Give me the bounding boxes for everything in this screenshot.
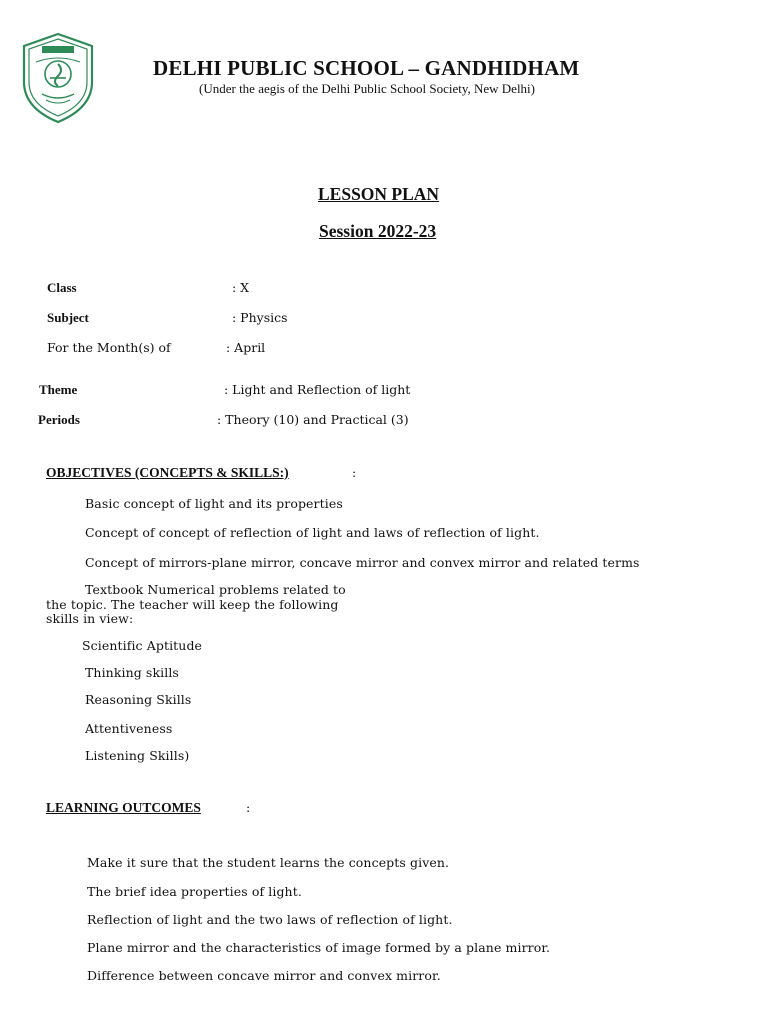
- school-logo: [20, 32, 96, 124]
- subject-value: : Physics: [232, 310, 288, 325]
- skill-item: Thinking skills: [85, 665, 179, 680]
- outcomes-colon: :: [246, 800, 251, 815]
- month-value: : April: [226, 340, 266, 355]
- dps-crest-icon: [20, 32, 96, 124]
- periods-label: Periods: [38, 412, 80, 427]
- class-label: Class: [47, 280, 77, 295]
- session-title: Session 2022-23: [319, 221, 437, 241]
- objective-para-line: Textbook Numerical problems related to: [85, 582, 346, 597]
- objective-item: Concept of mirrors-plane mirror, concave mirror and convex mirror and related terms: [85, 555, 640, 570]
- outcome-item: Make it sure that the student learns the concepts given.: [87, 855, 450, 870]
- objective-para-line: the topic. The teacher will keep the following: [46, 597, 339, 612]
- theme-value: : Light and Reflection of light: [224, 382, 411, 397]
- skill-item: Scientific Aptitude: [82, 638, 203, 653]
- class-value: : X: [232, 280, 250, 295]
- outcomes-heading: LEARNING OUTCOMES: [46, 800, 201, 815]
- school-subtitle: (Under the aegis of the Delhi Public School Society, New Delhi): [199, 81, 535, 96]
- skill-item: Attentiveness: [85, 721, 173, 736]
- school-name: DELHI PUBLIC SCHOOL – GANDHIDHAM: [153, 56, 580, 80]
- subject-label: Subject: [47, 310, 89, 325]
- theme-label: Theme: [39, 382, 78, 397]
- objective-item: Concept of concept of reflection of light and laws of reflection of light.: [85, 525, 540, 540]
- periods-value: : Theory (10) and Practical (3): [217, 412, 409, 427]
- objectives-heading: OBJECTIVES (CONCEPTS & SKILLS:): [46, 465, 289, 480]
- outcome-item: Reflection of light and the two laws of reflection of light.: [87, 912, 453, 927]
- outcome-item: The brief idea properties of light.: [87, 884, 302, 899]
- skill-item: Reasoning Skills: [85, 692, 192, 707]
- objective-item: Basic concept of light and its properties: [85, 496, 343, 511]
- objective-para-line: skills in view:: [46, 611, 134, 626]
- page-title: LESSON PLAN: [318, 184, 440, 204]
- skill-item: Listening Skills): [85, 748, 190, 763]
- outcome-item: Plane mirror and the characteristics of image formed by a plane mirror.: [87, 940, 551, 955]
- outcome-item: Difference between concave mirror and convex mirror.: [87, 968, 441, 983]
- month-label: For the Month(s) of: [47, 340, 171, 355]
- objectives-colon: :: [352, 465, 357, 480]
